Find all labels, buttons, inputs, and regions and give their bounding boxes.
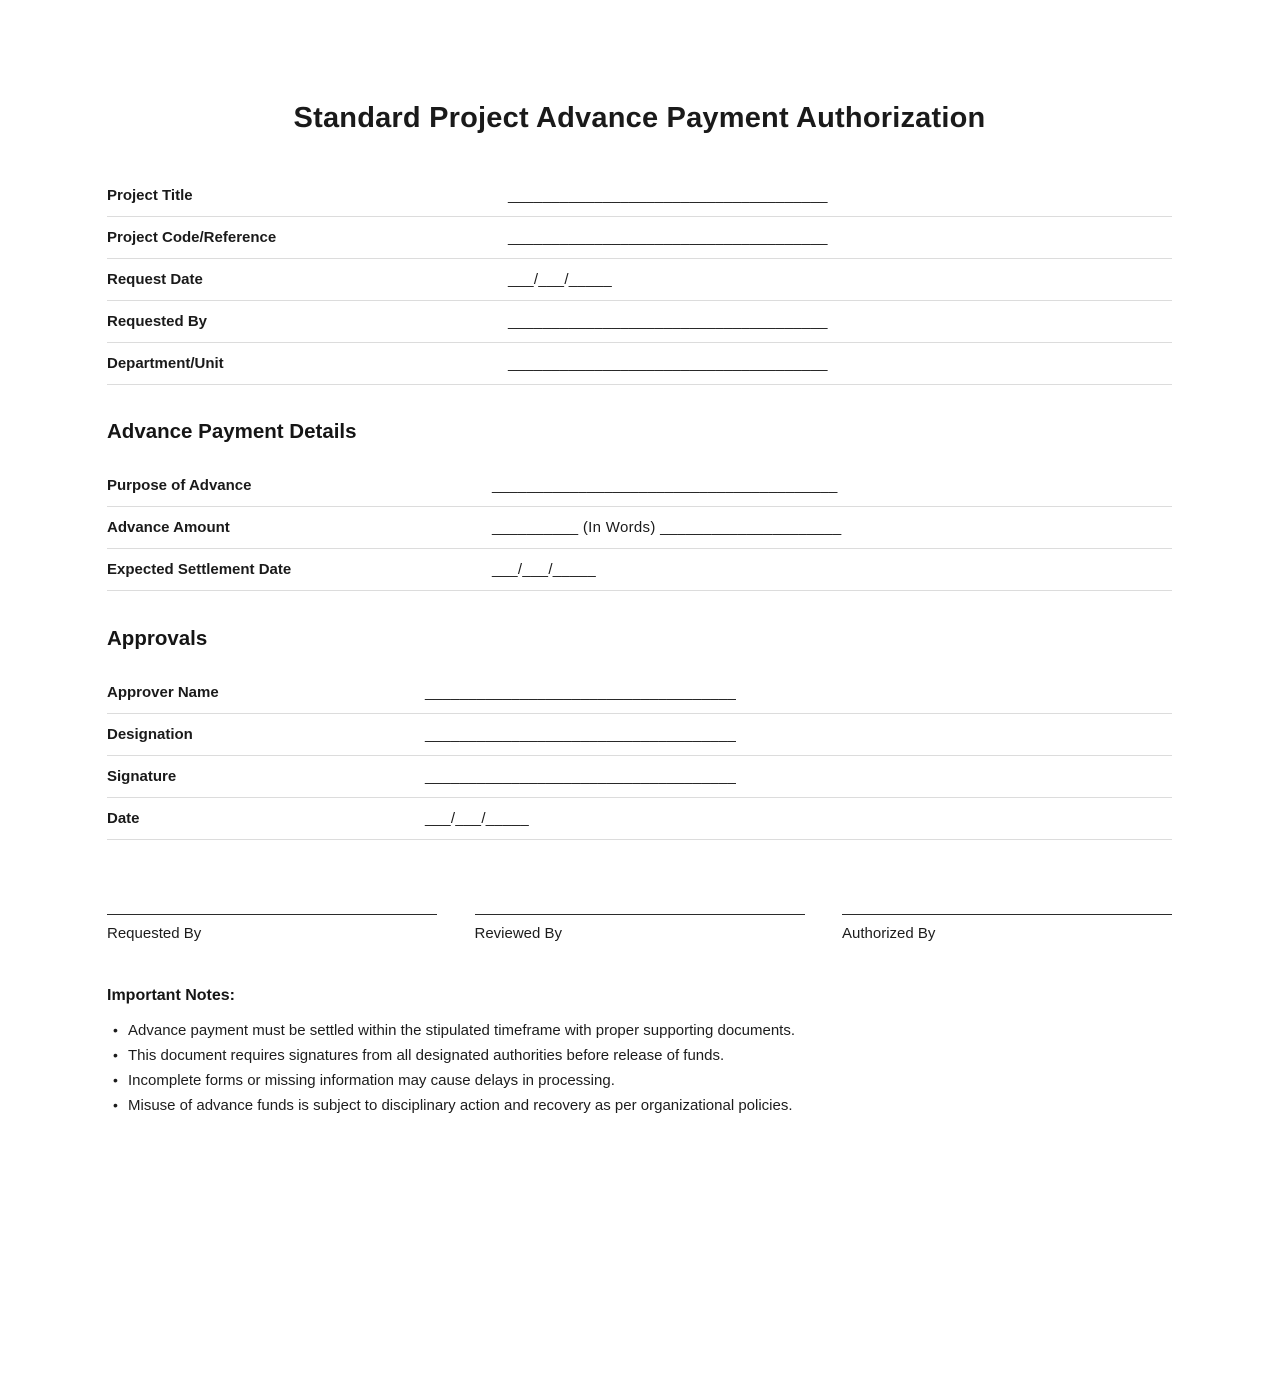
field-label: Department/Unit bbox=[107, 355, 224, 372]
signature-label: Requested By bbox=[107, 925, 202, 942]
basic-fields-section bbox=[107, 175, 1172, 385]
field-date-blank[interactable]: ___/___/_____ bbox=[425, 810, 529, 827]
page-title: Standard Project Advance Payment Authorization bbox=[293, 102, 986, 134]
field-blank-line[interactable]: ________________________________________ bbox=[492, 477, 838, 494]
signature-col-requested-by bbox=[107, 914, 437, 942]
note-item: • Misuse of advance funds is subject to disciplinary action and recovery as per organizational policies. bbox=[107, 1093, 1172, 1118]
field-blank-line[interactable]: _____________________________________ bbox=[508, 355, 828, 372]
field-blank-line[interactable]: ____________________________________ bbox=[425, 684, 737, 701]
form-row-designation bbox=[107, 714, 1172, 756]
field-label: Designation bbox=[107, 726, 193, 743]
signature-line[interactable] bbox=[475, 914, 805, 915]
form-row-settlement-date bbox=[107, 549, 1172, 591]
section-heading-approvals: Approvals bbox=[107, 627, 208, 650]
form-row-request-date bbox=[107, 259, 1172, 301]
form-row-requested-by bbox=[107, 301, 1172, 343]
field-blank-line[interactable]: _____________________________________ bbox=[508, 229, 828, 246]
field-blank-line[interactable]: _____________________________________ bbox=[508, 187, 828, 204]
field-blank-line[interactable]: ____________________________________ bbox=[425, 768, 737, 785]
field-date-blank[interactable]: ___/___/_____ bbox=[508, 271, 612, 288]
signature-label: Reviewed By bbox=[474, 925, 563, 942]
document-page bbox=[0, 98, 1278, 1118]
form-row-department-unit bbox=[107, 343, 1172, 385]
form-row-signature bbox=[107, 756, 1172, 798]
notes-list bbox=[107, 1018, 1172, 1118]
field-label: Purpose of Advance bbox=[107, 477, 252, 494]
signature-col-reviewed-by bbox=[475, 914, 805, 942]
field-label: Expected Settlement Date bbox=[107, 561, 292, 578]
form-row-date bbox=[107, 798, 1172, 840]
field-date-blank[interactable]: ___/___/_____ bbox=[492, 561, 596, 578]
field-label: Request Date bbox=[107, 271, 203, 288]
field-label: Date bbox=[107, 810, 140, 827]
field-label: Project Code/Reference bbox=[107, 229, 277, 246]
field-label: Advance Amount bbox=[107, 519, 230, 536]
signature-line[interactable] bbox=[107, 914, 437, 915]
signature-block bbox=[107, 914, 1172, 942]
section-heading-advance-details: Advance Payment Details bbox=[107, 420, 357, 443]
field-label: Signature bbox=[107, 768, 177, 785]
notes-heading: Important Notes: bbox=[107, 987, 235, 1004]
form-row-project-title bbox=[107, 175, 1172, 217]
field-blank-line[interactable]: ____________________________________ bbox=[425, 726, 737, 743]
form-row-advance-amount bbox=[107, 507, 1172, 549]
note-item: • Incomplete forms or missing information may cause delays in processing. bbox=[107, 1068, 1172, 1093]
field-label: Approver Name bbox=[107, 684, 219, 701]
approvals-section bbox=[107, 672, 1172, 840]
form-row-project-code bbox=[107, 217, 1172, 259]
field-label: Requested By bbox=[107, 313, 208, 330]
field-amount-blank[interactable]: __________ (In Words) _____________________ bbox=[492, 519, 842, 536]
signature-label: Authorized By bbox=[842, 925, 936, 942]
note-item: • This document requires signatures from all designated authorities before release of funds. bbox=[107, 1043, 1172, 1068]
form-row-approver-name bbox=[107, 672, 1172, 714]
field-blank-line[interactable]: _____________________________________ bbox=[508, 313, 828, 330]
important-notes-section bbox=[107, 986, 1172, 1118]
advance-details-section bbox=[107, 465, 1172, 591]
note-item: • Advance payment must be settled within the stipulated timeframe with proper supporting documents. bbox=[107, 1018, 1172, 1043]
signature-line[interactable] bbox=[842, 914, 1172, 915]
form-row-purpose bbox=[107, 465, 1172, 507]
field-label: Project Title bbox=[107, 187, 193, 204]
signature-col-authorized-by bbox=[842, 914, 1172, 942]
